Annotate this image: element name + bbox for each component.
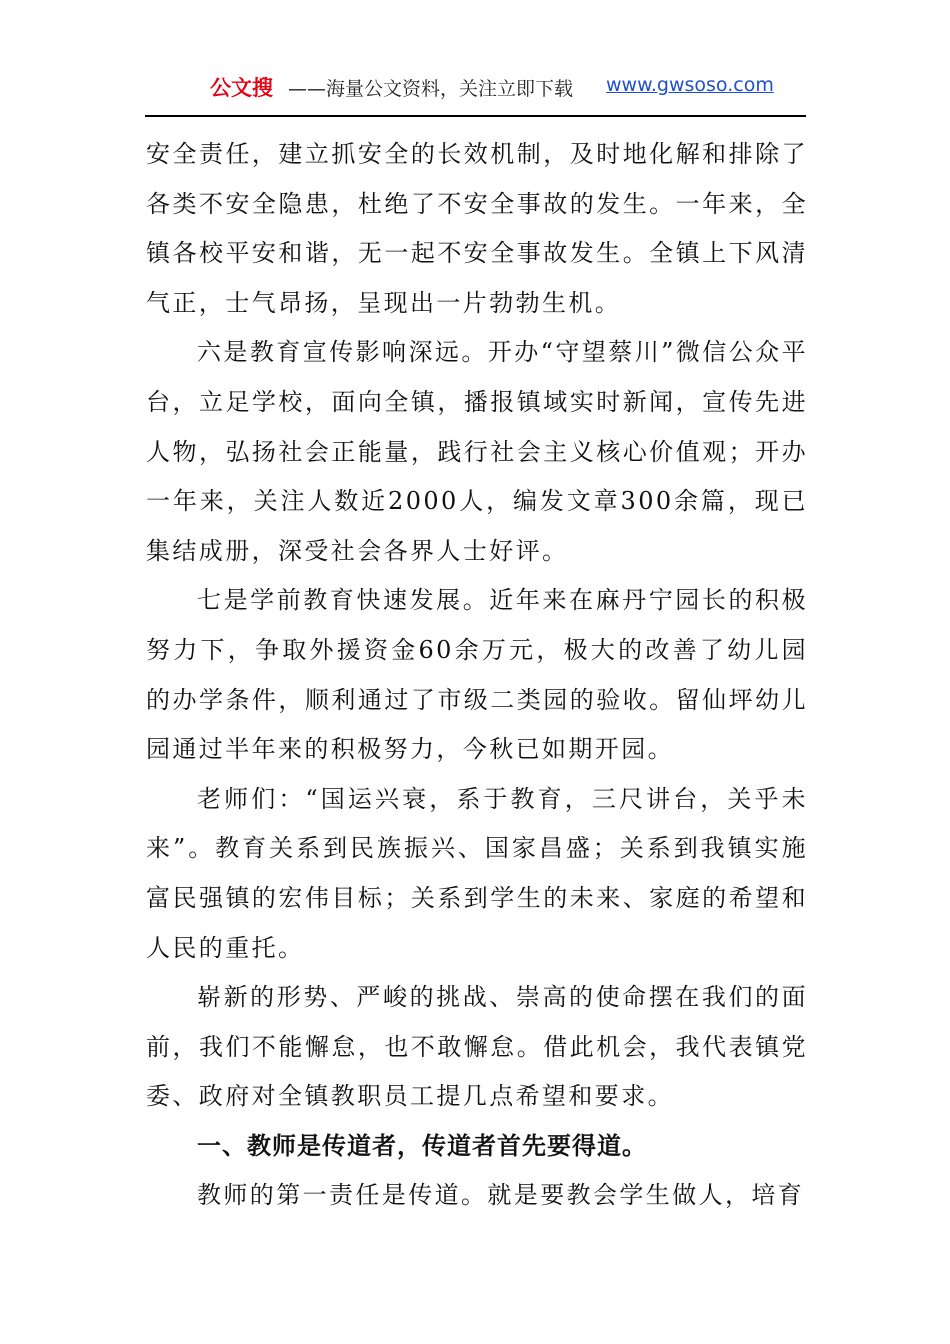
paragraph-teachers-address: 老师们：“国运兴衰，系于教育，三尺讲台，关乎未来”。教育关系到民族振兴、国家昌盛；关系到我镇实施富民强镇的宏伟目标；关系到学生的未来、家庭的希望和人民的重托。 [146, 784, 808, 962]
section-heading-one: 一、教师是传道者，传道者首先要得道。 [197, 1131, 647, 1160]
paragraph-teacher-duty: 教师的第一责任是传道。就是要教会学生做人，培育 [197, 1181, 805, 1210]
document-body [146, 130, 808, 1221]
header-divider [145, 115, 806, 117]
header-tagline: ——海量公文资料，关注立即下载 [288, 78, 574, 100]
website-link[interactable]: www.gwsoso.com [606, 74, 774, 96]
page-header [0, 66, 950, 106]
brand-logo-text[interactable]: 公文搜 [210, 76, 273, 100]
paragraph-safety-continued: 安全责任，建立抓安全的长效机制，及时地化解和排除了各类不安全隐患，杜绝了不安全事故的发生。一年来，全镇各校平安和谐，无一起不安全事故发生。全镇上下风清气正，士气昂扬，呈现出一片勃勃生机。 [146, 140, 808, 317]
paragraph-preschool-education: 七是学前教育快速发展。近年来在麻丹宁园长的积极努力下，争取外援资金60余万元，极大的改善了幼儿园的办学条件，顺利通过了市级二类园的验收。留仙坪幼儿园通过半年来的积极努力，今秋已如期开园。 [146, 586, 808, 764]
paragraph-new-situation: 崭新的形势、严峻的挑战、崇高的使命摆在我们的面前，我们不能懈怠，也不敢懈怠。借此机会，我代表镇党委、政府对全镇教职员工提几点希望和要求。 [146, 983, 808, 1111]
paragraph-education-publicity: 六是教育宣传影响深远。开办“守望蔡川”微信公众平台，立足学校，面向全镇，播报镇域实时新闻，宣传先进人物，弘扬社会正能量，践行社会主义核心价值观；开办一年来，关注人数近2000人，编发文章300余篇，现已集结成册，深受社会各界人士好评。 [146, 338, 808, 565]
